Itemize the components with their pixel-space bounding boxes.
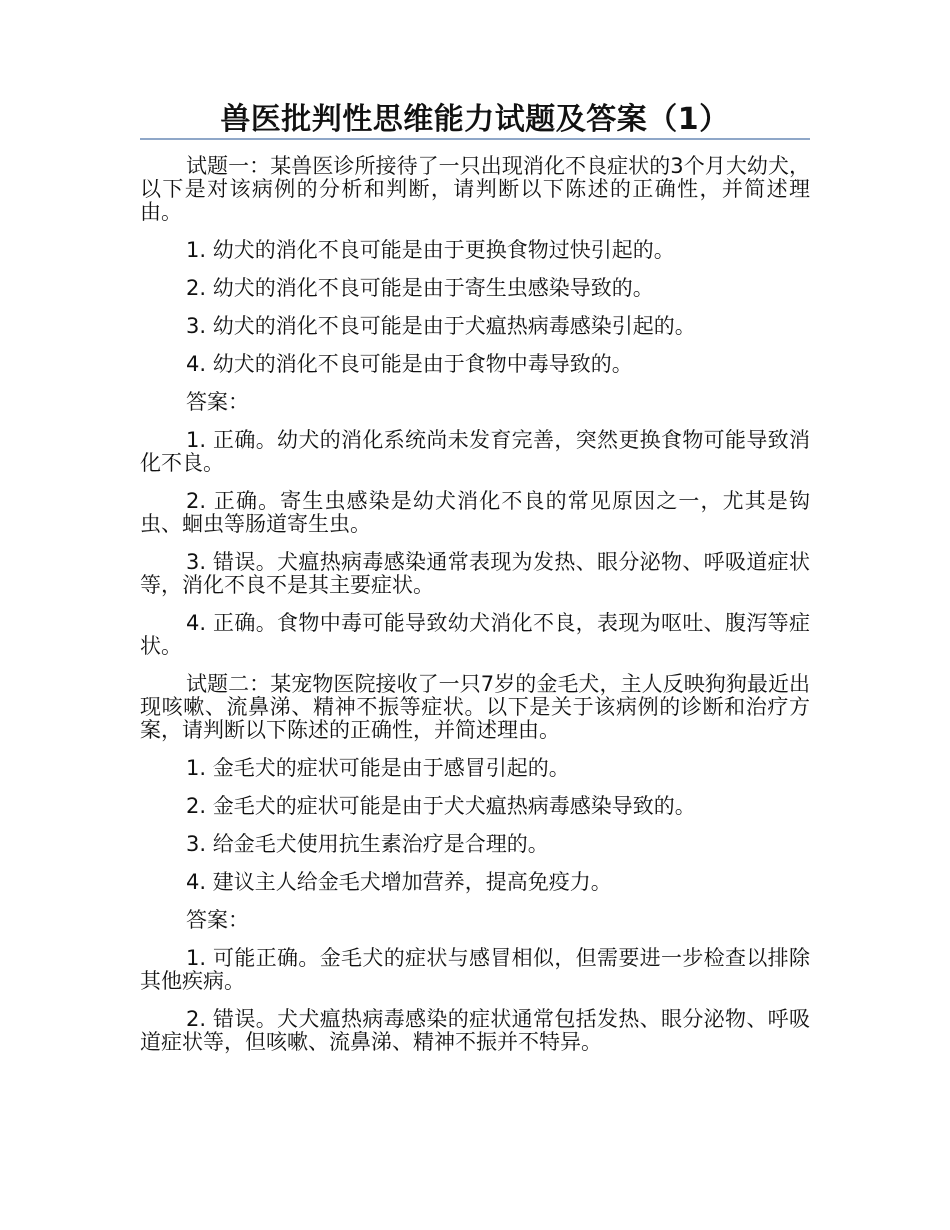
question-1-statement-4: 4. 幼犬的消化不良可能是由于食物中毒导致的。 — [186, 352, 633, 376]
title-underline — [140, 138, 810, 140]
question-2-statement-1: 1. 金毛犬的症状可能是由于感冒引起的。 — [186, 756, 570, 780]
document-body — [140, 155, 810, 1054]
question-2-statement-2: 2. 金毛犬的症状可能是由于犬犬瘟热病毒感染导致的。 — [186, 794, 696, 818]
question-1-answer-1: 1. 正确。幼犬的消化系统尚未发育完善，突然更换食物可能导致消化不良。 — [140, 428, 810, 475]
question-1-answer-4: 4. 正确。食物中毒可能导致幼犬消化不良，表现为呕吐、腹泻等症状。 — [140, 611, 810, 658]
question-2-answer-heading: 答案： — [186, 908, 249, 932]
question-2-answer-2: 2. 错误。犬犬瘟热病毒感染的症状通常包括发热、眼分泌物、呼吸道症状等，但咳嗽、流鼻涕、精神不振并不特异。 — [140, 1007, 810, 1054]
question-2-answer-1: 1. 可能正确。金毛犬的症状与感冒相似，但需要进一步检查以排除其他疾病。 — [140, 946, 810, 993]
question-1-answer-3: 3. 错误。犬瘟热病毒感染通常表现为发热、眼分泌物、呼吸道症状等，消化不良不是其主要症状。 — [140, 550, 810, 597]
question-2-statement-3: 3. 给金毛犬使用抗生素治疗是合理的。 — [186, 832, 549, 856]
question-2-intro: 试题二：某宠物医院接收了一只7岁的金毛犬，主人反映狗狗最近出现咳嗽、流鼻涕、精神不振等症状。以下是关于该病例的诊断和治疗方案，请判断以下陈述的正确性，并简述理由。 — [140, 672, 810, 742]
question-1-answer-heading: 答案： — [186, 390, 249, 414]
question-1-statement-2: 2. 幼犬的消化不良可能是由于寄生虫感染导致的。 — [186, 276, 654, 300]
question-1-answer-2: 2. 正确。寄生虫感染是幼犬消化不良的常见原因之一，尤其是钩虫、蛔虫等肠道寄生虫。 — [140, 489, 810, 536]
question-1-intro: 试题一：某兽医诊所接待了一只出现消化不良症状的3个月大幼犬，以下是对该病例的分析和判断，请判断以下陈述的正确性，并简述理由。 — [140, 154, 810, 224]
question-1-statement-1: 1. 幼犬的消化不良可能是由于更换食物过快引起的。 — [186, 238, 675, 262]
question-1-statement-3: 3. 幼犬的消化不良可能是由于犬瘟热病毒感染引起的。 — [186, 314, 696, 338]
question-2-statement-4: 4. 建议主人给金毛犬增加营养，提高免疫力。 — [186, 870, 612, 894]
document-title: 兽医批判性思维能力试题及答案（1） — [220, 102, 730, 137]
